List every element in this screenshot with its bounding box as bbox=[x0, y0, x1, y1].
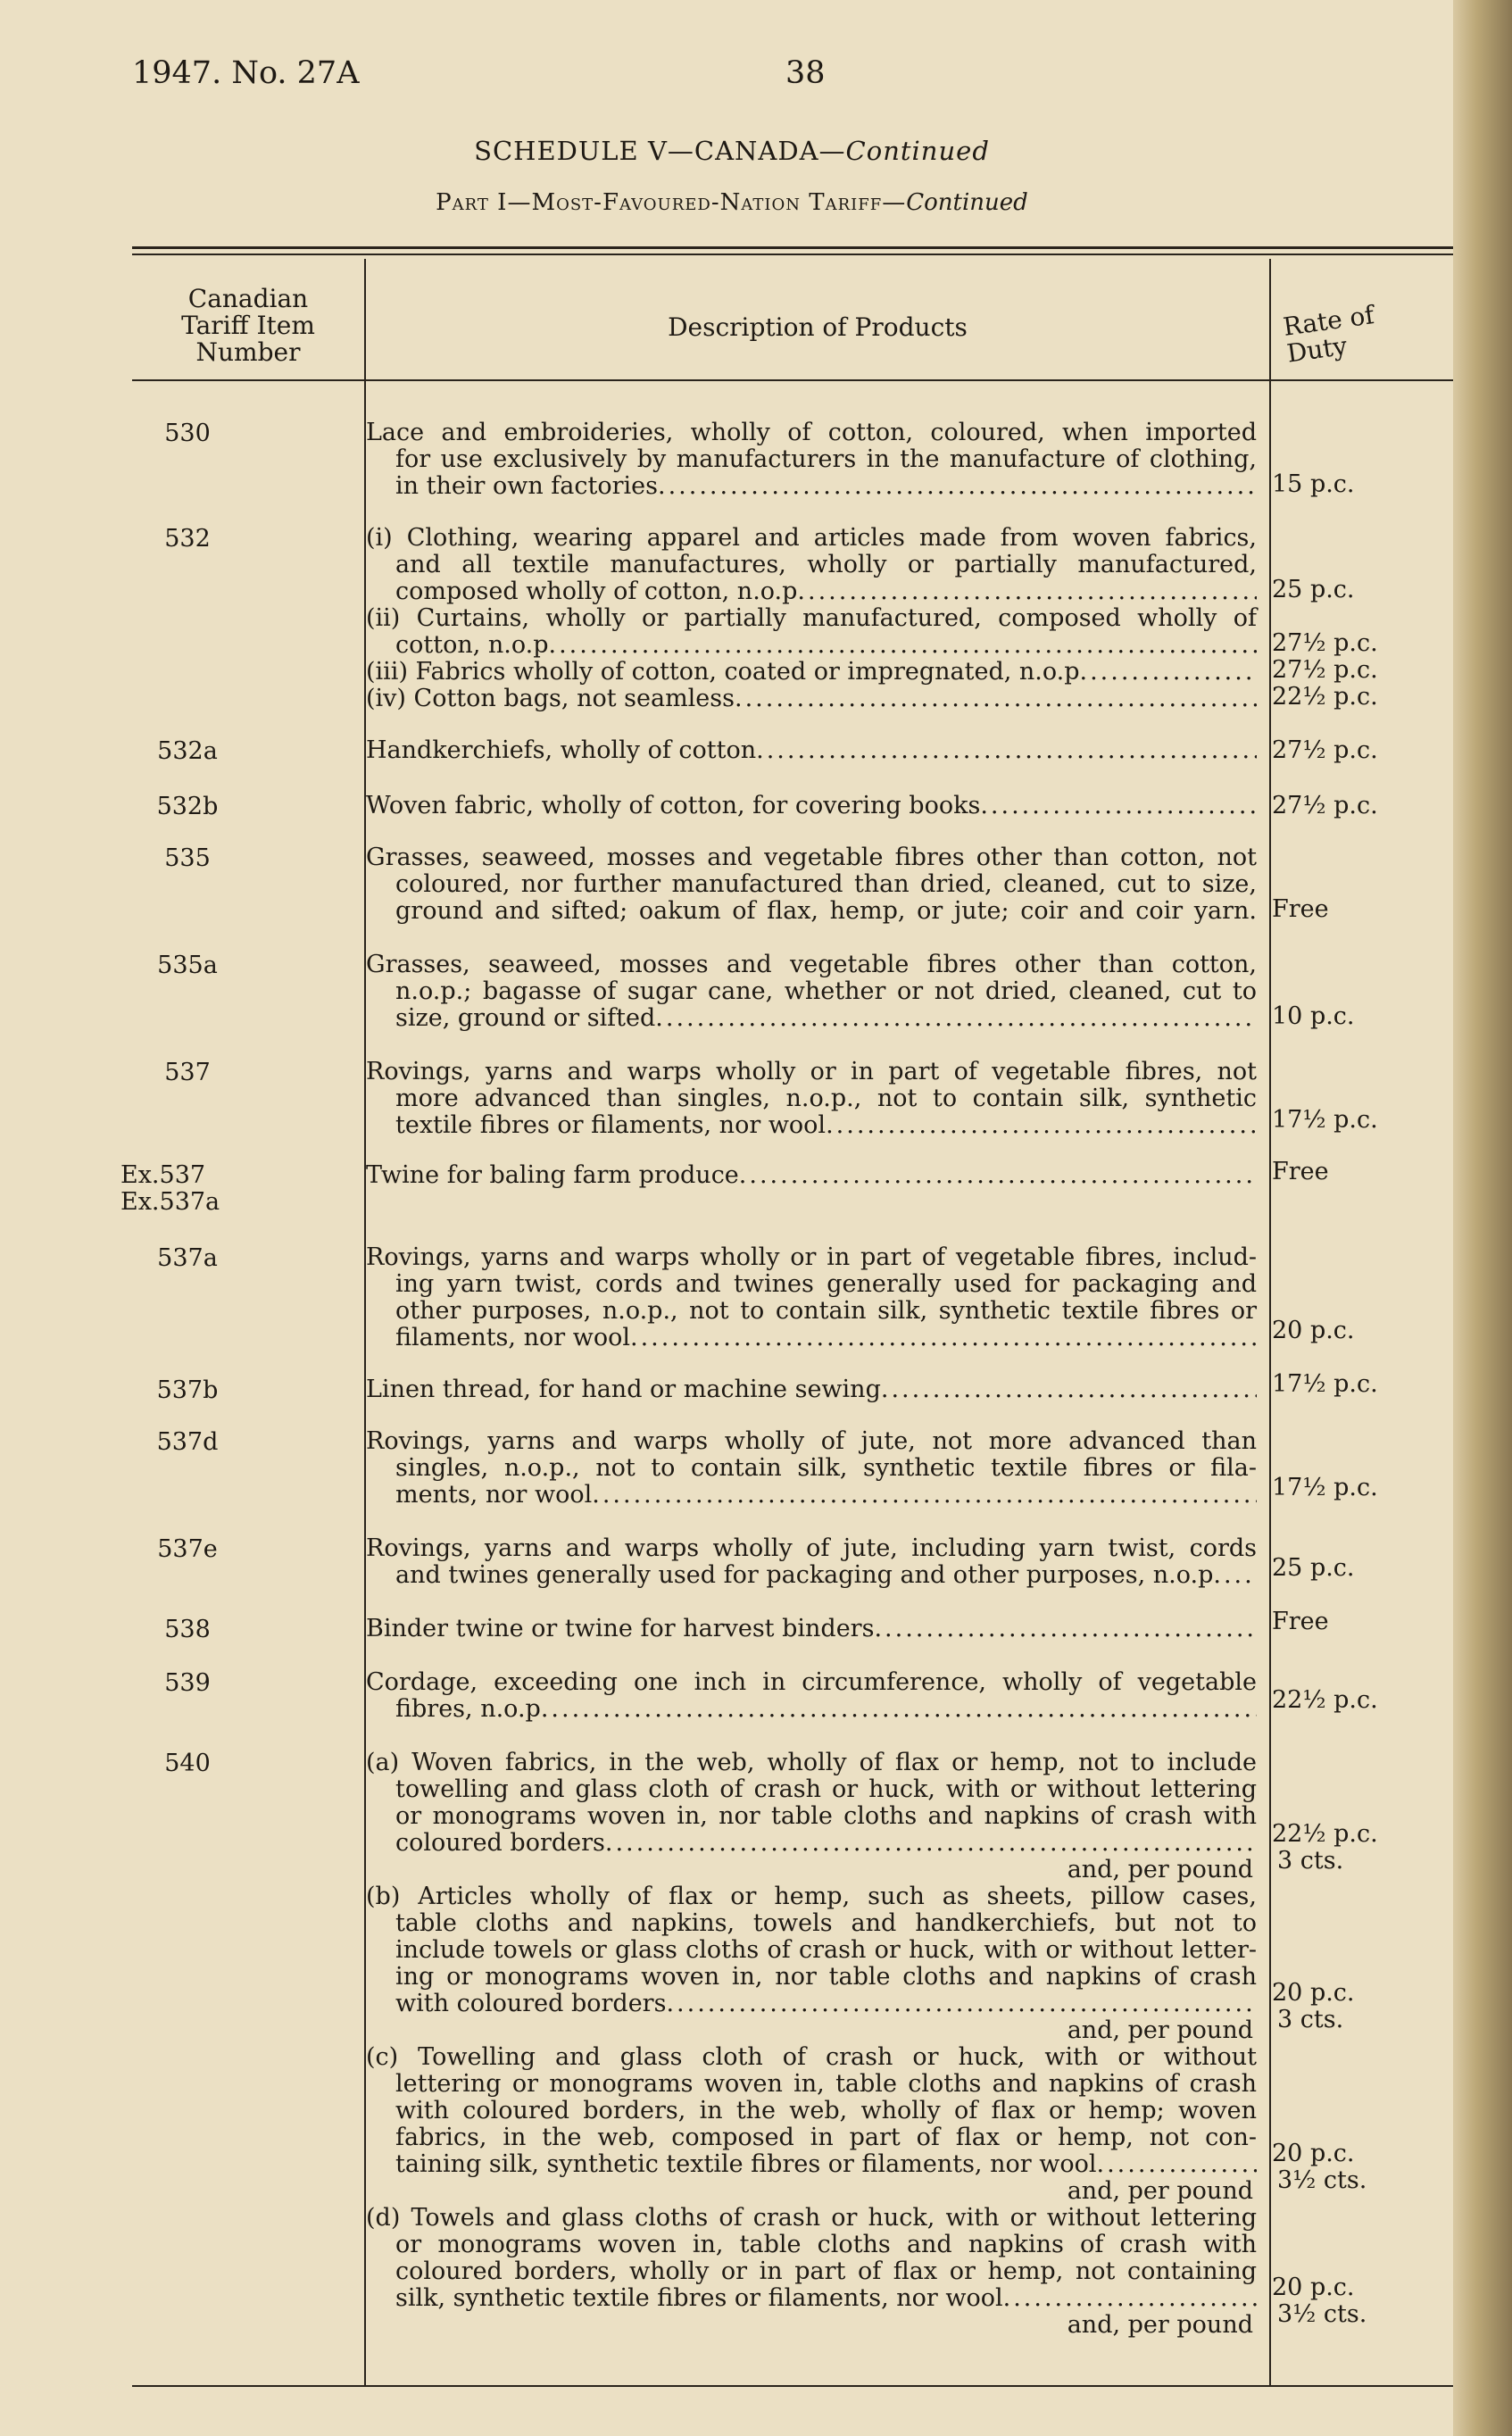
desc-line: Rovings, yarns and warps wholly of jute, including yarn twist, cords bbox=[366, 1534, 1257, 1562]
top-rule-1 bbox=[132, 246, 1453, 249]
desc-text: Woven fabric, wholly of cotton, for covering books bbox=[366, 792, 981, 819]
desc-line-leader bbox=[366, 1376, 1257, 1403]
description bbox=[366, 1535, 1257, 1589]
column-divider-right bbox=[1269, 259, 1271, 2385]
item-number: 537a bbox=[157, 1244, 218, 1272]
duty-rate bbox=[1272, 1980, 1379, 2033]
header-description: Description of Products bbox=[668, 312, 968, 342]
desc-line-leader bbox=[366, 1616, 1257, 1642]
description bbox=[366, 525, 1257, 712]
description bbox=[366, 1669, 1257, 1723]
item-number: 537b bbox=[156, 1376, 219, 1404]
desc-line: (ii) Curtains, wholly or partially manufactured, composed wholly of bbox=[366, 604, 1257, 632]
dot-leader bbox=[1003, 2285, 1257, 2312]
item-number: 535a bbox=[157, 952, 218, 979]
description bbox=[366, 793, 1257, 819]
desc-line: with coloured borders, in the web, wholly of flax or hemp; woven bbox=[395, 2097, 1257, 2124]
dot-leader bbox=[655, 1005, 1257, 1032]
duty-rate: 27½ p.c. bbox=[1272, 629, 1378, 657]
schedule-title-text: SCHEDULE V—CANADA— bbox=[474, 136, 846, 166]
dot-leader bbox=[1097, 2151, 1258, 2178]
duty-rate: 15 p.c. bbox=[1272, 470, 1355, 498]
bottom-rule bbox=[132, 2385, 1453, 2387]
desc-text: fibres, n.o.p bbox=[395, 1695, 541, 1723]
duty-rate: 27½ p.c. bbox=[1272, 792, 1378, 819]
desc-line-leader bbox=[366, 1112, 1257, 1139]
description bbox=[366, 1376, 1257, 1403]
part-title bbox=[0, 189, 1464, 216]
desc-line: include towels or glass cloths of crash or huck, with or without letter- bbox=[395, 1936, 1257, 1964]
description bbox=[366, 1428, 1257, 1509]
desc-line-leader bbox=[366, 1830, 1257, 1857]
desc-line: ing or monograms woven in, nor table cloths and napkins of crash bbox=[395, 1963, 1257, 1991]
item-number: 537d bbox=[156, 1428, 219, 1456]
desc-line-leader bbox=[366, 1991, 1257, 2017]
duty-rate: 17½ p.c. bbox=[1272, 1106, 1378, 1134]
desc-text: silk, synthetic textile fibres or filaments, nor wool bbox=[395, 2284, 1003, 2312]
desc-line: fabrics, in the web, composed in part of flax or hemp, not con- bbox=[395, 2124, 1257, 2151]
description bbox=[366, 1616, 1257, 1642]
description bbox=[366, 844, 1257, 925]
top-rule-2 bbox=[132, 254, 1453, 255]
duty-rate: 25 p.c. bbox=[1272, 576, 1355, 603]
desc-line: coloured, nor further manufactured than dried, cleaned, cut to size, bbox=[395, 870, 1257, 898]
page-edge bbox=[1453, 0, 1512, 2436]
duty-rate-per-pound: 3 cts. bbox=[1277, 2006, 1344, 2033]
desc-text: with coloured borders bbox=[395, 1990, 667, 2017]
item-number: 530 bbox=[164, 420, 211, 447]
desc-text: (iv) Cotton bags, not seamless bbox=[366, 685, 735, 712]
desc-line-leader bbox=[366, 578, 1257, 605]
desc-line-leader bbox=[366, 632, 1257, 659]
schedule-title bbox=[0, 136, 1464, 166]
desc-text: Binder twine or twine for harvest binders bbox=[366, 1615, 875, 1642]
dot-leader bbox=[735, 686, 1257, 712]
duty-rate: 22½ p.c. bbox=[1272, 1686, 1378, 1714]
desc-text: (iii) Fabrics wholly of cotton, coated or impregnated, n.o.p bbox=[366, 658, 1080, 686]
desc-line-leader bbox=[366, 686, 1257, 712]
desc-line: (c) Towelling and glass cloth of crash or huck, with or without bbox=[366, 2043, 1257, 2071]
desc-line: (a) Woven fabrics, in the web, wholly of flax or hemp, not to include bbox=[366, 1749, 1257, 1776]
desc-line: or monograms woven in, table cloths and napkins of crash with bbox=[395, 2231, 1257, 2258]
item-number: 537e bbox=[157, 1535, 218, 1563]
desc-line: lettering or monograms woven in, table cloths and napkins of crash bbox=[395, 2070, 1257, 2098]
duty-rate: 17½ p.c. bbox=[1272, 1370, 1378, 1398]
description bbox=[366, 1059, 1257, 1139]
item-number: 538 bbox=[164, 1616, 211, 1643]
desc-text: cotton, n.o.p bbox=[395, 631, 549, 659]
desc-line: n.o.p.; bagasse of sugar cane, whether or not dried, cleaned, cut to bbox=[395, 977, 1257, 1005]
duty-rate: 25 p.c. bbox=[1272, 1554, 1355, 1582]
item-number: 532a bbox=[157, 737, 218, 765]
duty-rate: Free bbox=[1272, 895, 1329, 923]
dot-leader bbox=[881, 1376, 1257, 1403]
desc-line: Lace and embroideries, wholly of cotton, coloured, when imported bbox=[366, 419, 1257, 446]
dot-leader bbox=[630, 1325, 1257, 1351]
item-number: 532 bbox=[164, 525, 211, 553]
desc-text: coloured borders bbox=[395, 1829, 605, 1857]
item-number-line: Ex.537a bbox=[120, 1188, 220, 1216]
dot-leader bbox=[826, 1112, 1257, 1139]
duty-rate: 27½ p.c. bbox=[1272, 736, 1378, 764]
item-number: 535 bbox=[164, 844, 211, 872]
duty-rate-percent: 20 p.c. bbox=[1272, 2140, 1355, 2167]
per-pound-label: and, per pound bbox=[1067, 2311, 1253, 2339]
duty-rate-per-pound: 3½ cts. bbox=[1277, 2166, 1367, 2194]
desc-line-leader bbox=[366, 1325, 1257, 1351]
desc-line: Rovings, yarns and warps wholly or in part of vegetable fibres, includ- bbox=[366, 1243, 1257, 1271]
description bbox=[366, 1244, 1257, 1351]
item-number-line: Ex.537 bbox=[120, 1161, 206, 1189]
duty-rate: Free bbox=[1272, 1158, 1329, 1185]
desc-line: Rovings, yarns and warps wholly of jute, not more advanced than bbox=[366, 1427, 1257, 1455]
dot-leader bbox=[874, 1616, 1257, 1642]
desc-text: size, ground or sifted bbox=[395, 1004, 656, 1032]
desc-line-leader bbox=[366, 737, 1257, 764]
desc-line-leader bbox=[366, 1005, 1257, 1032]
desc-line-leader bbox=[366, 2151, 1257, 2178]
dot-leader bbox=[756, 737, 1257, 764]
dot-leader bbox=[658, 473, 1257, 500]
duty-rate: 17½ p.c. bbox=[1272, 1474, 1378, 1501]
desc-line: coloured borders, wholly or in part of flax or hemp, not containing bbox=[395, 2257, 1257, 2285]
header-item-number bbox=[132, 286, 364, 366]
item-number: 537 bbox=[164, 1059, 211, 1086]
desc-text: and twines generally used for packaging and other purposes, n.o.p bbox=[395, 1561, 1214, 1589]
desc-text: Handkerchiefs, wholly of cotton bbox=[366, 736, 757, 764]
duty-rate bbox=[1272, 1821, 1379, 1875]
item-number: 532b bbox=[156, 793, 219, 820]
desc-line-leader bbox=[366, 1162, 1257, 1189]
desc-line: towelling and glass cloth of crash or huck, with or without lettering bbox=[395, 1775, 1257, 1803]
duty-rate: 20 p.c. bbox=[1272, 1317, 1355, 1344]
per-pound-label: and, per pound bbox=[1067, 2177, 1253, 2205]
desc-line-leader bbox=[366, 1562, 1257, 1589]
desc-line: and all textile manufactures, wholly or partially manufactured, bbox=[395, 551, 1257, 578]
duty-rate: 10 p.c. bbox=[1272, 1002, 1355, 1030]
desc-text: textile fibres or filaments, nor wool bbox=[395, 1111, 827, 1139]
header-rule bbox=[132, 379, 1453, 381]
dot-leader bbox=[1213, 1562, 1257, 1589]
desc-line: other purposes, n.o.p., not to contain silk, synthetic textile fibres or bbox=[395, 1297, 1257, 1325]
desc-line-leader bbox=[366, 659, 1257, 686]
desc-text: composed wholly of cotton, n.o.p bbox=[395, 578, 798, 605]
desc-line-leader bbox=[366, 1482, 1257, 1509]
item-number bbox=[120, 1162, 299, 1216]
desc-line: more advanced than singles, n.o.p., not to contain silk, synthetic bbox=[395, 1085, 1257, 1112]
header-item-line-2: Tariff Item bbox=[181, 311, 315, 340]
dot-leader bbox=[739, 1162, 1257, 1189]
dot-leader bbox=[1080, 659, 1257, 686]
item-number: 539 bbox=[164, 1669, 211, 1697]
desc-line-leader bbox=[366, 1696, 1257, 1723]
description bbox=[366, 420, 1257, 500]
duty-rate-percent: 22½ p.c. bbox=[1272, 1820, 1378, 1848]
description bbox=[366, 1750, 1257, 2339]
duty-rate-per-pound: 3½ cts. bbox=[1277, 2300, 1367, 2328]
desc-text: ments, nor wool bbox=[395, 1481, 593, 1509]
dot-leader bbox=[605, 1830, 1257, 1857]
description bbox=[366, 1162, 1257, 1189]
duty-rate-percent: 20 p.c. bbox=[1272, 1979, 1355, 2007]
desc-line: Rovings, yarns and warps wholly or in part of vegetable fibres, not bbox=[366, 1058, 1257, 1085]
desc-line: (d) Towels and glass cloths of crash or huck, with or without lettering bbox=[366, 2204, 1257, 2232]
dot-leader bbox=[797, 578, 1257, 605]
desc-text: taining silk, synthetic textile fibres or filaments, nor wool bbox=[395, 2150, 1097, 2178]
desc-text: filaments, nor wool bbox=[395, 1324, 630, 1351]
per-pound-label: and, per pound bbox=[1067, 1856, 1253, 1883]
dot-leader bbox=[541, 1696, 1257, 1723]
desc-line: for use exclusively by manufacturers in the manufacture of clothing, bbox=[395, 445, 1257, 473]
running-head-year: 1947. No. 27A bbox=[132, 55, 360, 91]
dot-leader bbox=[549, 632, 1257, 659]
desc-line: table cloths and napkins, towels and handkerchiefs, but not to bbox=[395, 1909, 1257, 1937]
description bbox=[366, 737, 1257, 764]
desc-line-leader bbox=[366, 473, 1257, 500]
desc-line: ground and sifted; oakum of flax, hemp, or jute; coir and coir yarn. bbox=[395, 897, 1257, 925]
page-number: 38 bbox=[785, 55, 826, 91]
desc-line: Grasses, seaweed, mosses and vegetable fibres other than cotton, not bbox=[366, 844, 1257, 871]
duty-rate-percent: 20 p.c. bbox=[1272, 2274, 1355, 2301]
duty-rate: 22½ p.c. bbox=[1272, 683, 1378, 711]
description bbox=[366, 952, 1257, 1032]
desc-line-leader bbox=[366, 793, 1257, 819]
desc-line: (i) Clothing, wearing apparel and articles made from woven fabrics, bbox=[366, 524, 1257, 552]
desc-line: (b) Articles wholly of flax or hemp, such as sheets, pillow cases, bbox=[366, 1883, 1257, 1910]
duty-rate-per-pound: 3 cts. bbox=[1277, 1847, 1344, 1875]
schedule-title-continued: Continued bbox=[845, 136, 990, 166]
duty-rate: Free bbox=[1272, 1608, 1329, 1635]
desc-line: or monograms woven in, nor table cloths and napkins of crash with bbox=[395, 1802, 1257, 1830]
part-title-continued: Continued bbox=[906, 189, 1028, 216]
desc-line: ing yarn twist, cords and twines generally used for packaging and bbox=[395, 1270, 1257, 1298]
part-title-text: Part I—Most-Favoured-Nation Tariff— bbox=[436, 189, 907, 216]
item-number: 540 bbox=[164, 1750, 211, 1777]
header-rate: Rate of Duty bbox=[1281, 300, 1376, 369]
per-pound-label: and, per pound bbox=[1067, 2016, 1253, 2044]
header-item-line-1: Canadian bbox=[187, 284, 309, 313]
duty-rate bbox=[1272, 2141, 1379, 2194]
desc-line-leader bbox=[366, 2285, 1257, 2312]
desc-text: Linen thread, for hand or machine sewing bbox=[366, 1376, 881, 1403]
duty-rate bbox=[1272, 2274, 1379, 2328]
dot-leader bbox=[980, 793, 1257, 819]
desc-line: Grasses, seaweed, mosses and vegetable fibres other than cotton, bbox=[366, 951, 1257, 978]
desc-text: in their own factories bbox=[395, 472, 658, 500]
desc-line: singles, n.o.p., not to contain silk, synthetic textile fibres or fila- bbox=[395, 1454, 1257, 1482]
desc-text: Twine for baling farm produce bbox=[366, 1161, 739, 1189]
desc-line: Cordage, exceeding one inch in circumference, wholly of vegetable bbox=[366, 1668, 1257, 1696]
duty-rate: 27½ p.c. bbox=[1272, 656, 1378, 684]
dot-leader bbox=[592, 1482, 1257, 1509]
header-item-line-3: Number bbox=[195, 337, 301, 367]
dot-leader bbox=[666, 1991, 1257, 2017]
